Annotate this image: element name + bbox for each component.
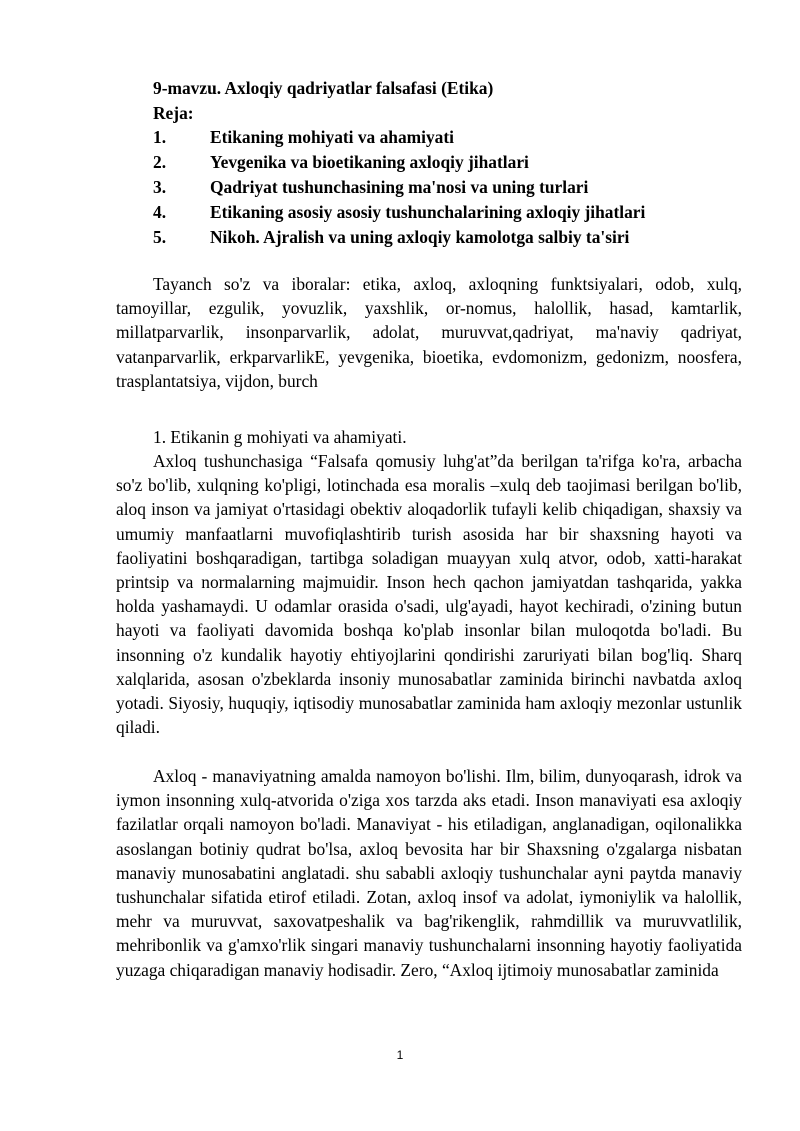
plan-item-text: Etikaning asosiy asosiy tushunchalarining axloqiy jihatlari <box>210 202 646 222</box>
plan-item <box>153 200 645 225</box>
plan-item-number: 4. <box>153 202 167 222</box>
plan-item <box>153 125 645 150</box>
page-number: 1 <box>396 1048 404 1062</box>
plan-item-number: 5. <box>153 227 167 247</box>
plan-item <box>153 175 645 200</box>
plan-item-text: Yevgenika va bioetikaning axloqiy jihatlari <box>210 152 529 172</box>
plan-item-number: 3. <box>153 177 167 197</box>
plan-label: Reja: <box>153 103 194 123</box>
plan-item-text: Etikaning mohiyati va ahamiyati <box>210 127 454 147</box>
body-paragraph: Axloq - manaviyatning amalda namoyon bo'lishi. Ilm, bilim, dunyoqarash, idrok va iymon insonning xulq-atvorida o'ziga xos tarzda aks etadi. Inson manaviyati esa axloqiy fazilatlar orqali namoyon bo'ladi. Manaviyat - his etiladigan, anglanadigan, oqilonalikka asoslangan botiniy qudrat bo'lsa, axloq bevosita har bir Shaxsning o'zgalarga nisbatan manaviy munosabatini anglatadi. shu sababli axloqiy tushunchalar ayni paytda manaviy tushunchalar sifatida etirof etiladi. Zotan, axloq insof va adolat, iymoniylik va halollik, mehr va muruvvat, saxovatpeshalik va bag'rikenglik, rahmdillik va muruvvatlilik, mehribonlik va g'amxo'rlik singari manaviy tushunchalarni insonning hayotiy faoliyatida yuzaga chiqaradigan manaviy hodisadir. Zero, “Axloq ijtimoiy munosabatlar zaminida <box>116 766 742 980</box>
plan-item-number: 1. <box>153 127 167 147</box>
plan-item <box>153 150 645 175</box>
section-heading: 1. Etikanin g mohiyati va ahamiyati. <box>153 427 407 447</box>
plan-item-number: 2. <box>153 152 167 172</box>
plan-item-text: Qadriyat tushunchasining ma'nosi va uning turlari <box>210 177 589 197</box>
keywords-paragraph: Tayanch so'z va iboralar: etika, axloq, axloqning funktsiyalari, odob, xulq, tamoyillar, ezgulik, yovuzlik, yaxshlik, or-nomus, halollik, hasad, kamtarlik, millatparvarlik, insonparvarlik, adolat, muruvvat,qadriyat, ma'naviy qadriyat, vatanparvarlik, erkparvarlikE, yevgenika, bioetika, evdomonizm, gedonizm, noosfera, trasplantatsiya, vijdon, burch <box>116 274 742 391</box>
plan-list <box>153 125 645 250</box>
plan-item <box>153 225 645 250</box>
document-title: 9-mavzu. Axloqiy qadriyatlar falsafasi (Etika) <box>153 78 494 98</box>
plan-item-text: Nikoh. Ajralish va uning axloqiy kamolotga salbiy ta'siri <box>210 227 630 247</box>
body-paragraph: Axloq tushunchasiga “Falsafa qomusiy luhg'at”da berilgan ta'rifga ko'ra, arbacha so'z bo'lib, xulqning ko'pligi, lotinchada esa moralis –xulq deb taojimasi berilgan bo'lib, aloq inson va jamiyat o'rtasidagi obektiv aloqadorlik tufayli kelib chiqadigan, shaxsiy va umumiy manfaatlarni muvofiqlashtirib turish asosida har bir shaxsning hayoti va faoliyatini boshqaradigan, tartibga soladigan muayyan xulq atvor, odob, xatti-harakat printsip va normalarning majmuidir. Inson hech qachon jamiyatdan tashqarida, yakka holda yashamaydi. U odamlar orasida o'sadi, ulg'ayadi, hayot kechiradi, o'zining butun hayoti va faoliyati davomida boshqa ko'plab insonlar bilan muloqotda bo'ladi. Bu insonning o'z kundalik hayotiy ehtiyojlarini qondirishi zaruriyati bilan bog'liq. Sharq xalqlarida, asosan o'zbeklarda insoniy munosabatlar zaminida birinchi navbatda axloq yotadi. Siyosiy, huquqiy, iqtisodiy munosabatlar zaminida ham axloqiy mezonlar ustunlik qiladi. <box>116 451 742 738</box>
